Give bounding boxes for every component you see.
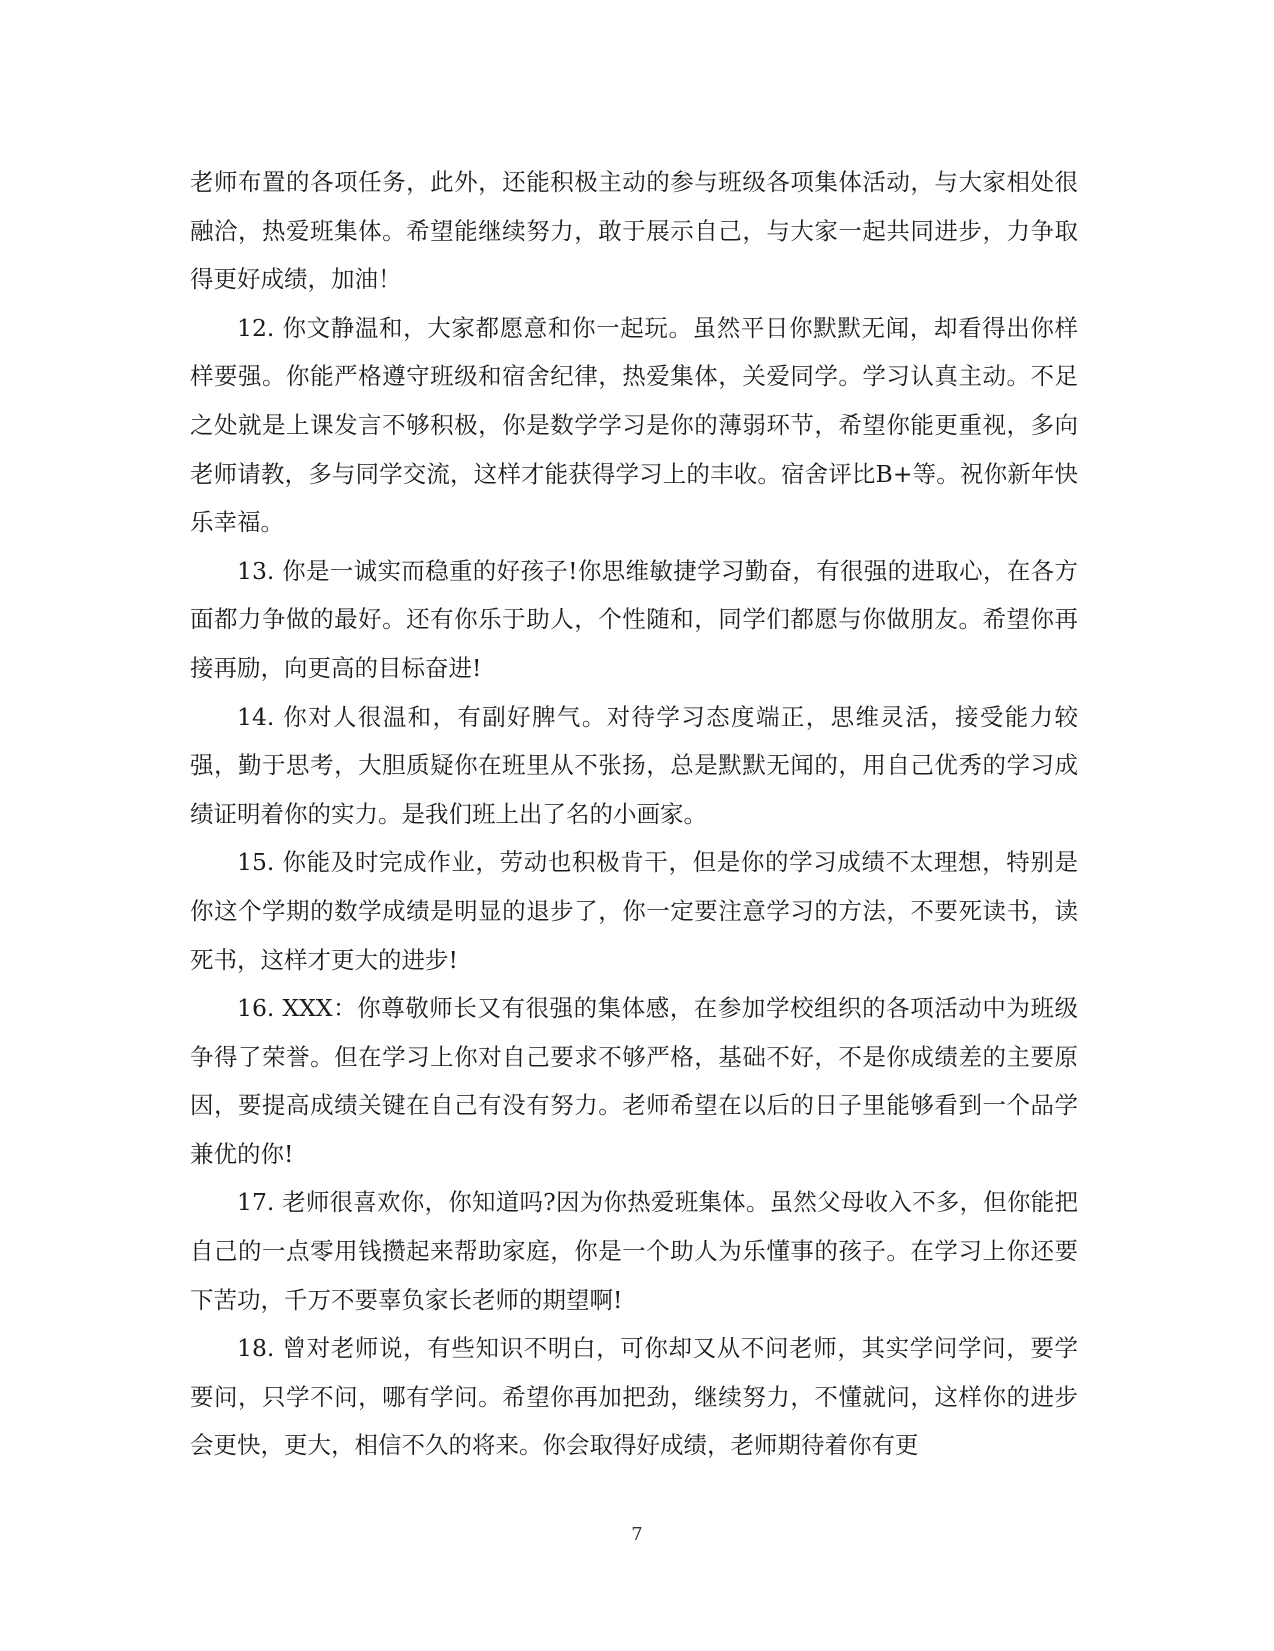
paragraph-16: 16. XXX：你尊敬师长又有很强的集体感，在参加学校组织的各项活动中为班级争得了荣誉。但在学习上你对自己要求不够严格，基础不好，不是你成绩差的主要原因，要提高成绩关键在自己有没有努力。老师希望在以后的日子里能够看到一个品学兼优的你!	[190, 994, 1078, 1168]
paragraph-15: 15. 你能及时完成作业，劳动也积极肯干，但是你的学习成绩不太理想，特别是你这个学期的数学成绩是明显的退步了，你一定要注意学习的方法，不要死读书，读死书，这样才更大的进步!	[190, 848, 1078, 974]
paragraph-12: 12. 你文静温和，大家都愿意和你一起玩。虽然平日你默默无闻，却看得出你样样要强。你能严格遵守班级和宿舍纪律，热爱集体，关爱同学。学习认真主动。不足之处就是上课发言不够积极，你是数学学习是你的薄弱环节，希望你能更重视，多向老师请教，多与同学交流，这样才能获得学习上的丰收。宿舍评比B+等。祝你新年快乐幸福。	[190, 313, 1078, 537]
body-text	[190, 158, 1078, 1470]
paragraph-continuation: 老师布置的各项任务，此外，还能积极主动的参与班级各项集体活动，与大家相处很融洽，热爱班集体。希望能继续努力，敢于展示自己，与大家一起共同进步，力争取得更好成绩，加油！	[190, 168, 1078, 294]
paragraph-13: 13. 你是一诚实而稳重的好孩子!你思维敏捷学习勤奋，有很强的进取心，在各方面都力争做的最好。还有你乐于助人，个性随和，同学们都愿与你做朋友。希望你再接再励，向更高的目标奋进!	[190, 556, 1078, 682]
page-number: 7	[631, 1524, 643, 1545]
paragraph-17: 17. 老师很喜欢你，你知道吗?因为你热爱班集体。虽然父母收入不多，但你能把自己的一点零用钱攒起来帮助家庭，你是一个助人为乐懂事的孩子。在学习上你还要下苦功，千万不要辜负家长老师的期望啊!	[190, 1188, 1078, 1314]
paragraph-18: 18. 曾对老师说，有些知识不明白，可你却又从不问老师，其实学问学问，要学要问，只学不问，哪有学问。希望你再加把劲，继续努力，不懂就问，这样你的进步会更快，更大，相信不久的将来。你会取得好成绩，老师期待着你有更	[190, 1334, 1078, 1460]
paragraph-14: 14. 你对人很温和，有副好脾气。对待学习态度端正，思维灵活，接受能力较强，勤于思考，大胆质疑你在班里从不张扬，总是默默无闻的，用自己优秀的学习成绩证明着你的实力。是我们班上出了名的小画家。	[190, 702, 1078, 828]
